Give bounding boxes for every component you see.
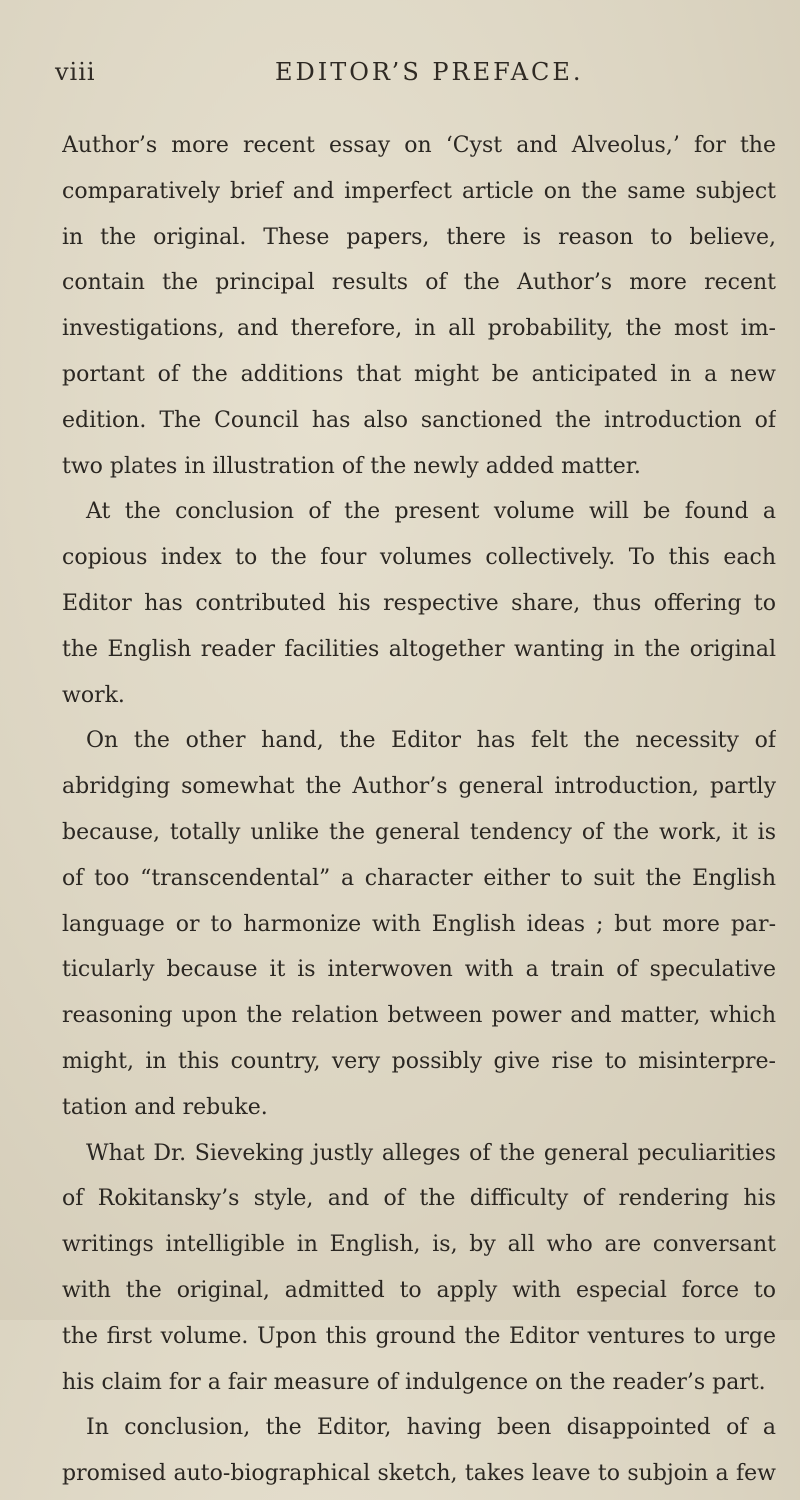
text-line: two plates in illustration of the newly added matter.	[62, 453, 641, 479]
text-line: investigations, and therefore, in all probability, the most im-	[62, 316, 776, 342]
text-line: contain the principal results of the Author’s more recent	[62, 270, 776, 296]
text-line: reasoning upon the relation between power and matter, which	[62, 1003, 776, 1029]
text-line: Author’s more recent essay on ‘Cyst and Alveolus,’ for the	[62, 133, 776, 158]
text-line: edition. The Council has also sanctioned the introduction of	[62, 407, 776, 433]
text-line: of Rokitansky’s style, and of the difficulty of rendering his	[62, 1186, 776, 1212]
text-line: tation and rebuke.	[62, 1094, 268, 1120]
text-line: his claim for a fair measure of indulgence on the reader’s part.	[62, 1369, 766, 1395]
text-line: with the original, admitted to apply with especial force to	[62, 1277, 776, 1303]
text-line: At the conclusion of the present volume will be found a	[86, 499, 776, 525]
text-line: the first volume. Upon this ground the Editor ventures to urge	[62, 1323, 776, 1349]
body-text	[62, 126, 776, 1500]
text-line: abridging somewhat the Author’s general introduction, partly	[62, 774, 776, 800]
text-line: What Dr. Sieveking justly alleges of the general peculiarities	[86, 1140, 776, 1166]
text-line: copious index to the four volumes collectively. To this each	[62, 545, 776, 571]
text-line: might, in this country, very possibly give rise to misinterpre-	[62, 1048, 776, 1074]
text-line: portant of the additions that might be anticipated in a new	[62, 361, 776, 387]
text-line: in the original. These papers, there is reason to believe,	[62, 224, 776, 250]
running-title: EDITOR’S PREFACE.	[275, 58, 584, 86]
text-line: because, totally unlike the general tendency of the work, it is	[62, 819, 776, 845]
text-line: ticularly because it is interwoven with a train of speculative	[62, 957, 776, 983]
text-line: Editor has contributed his respective share, thus offering to	[62, 590, 776, 616]
running-head	[55, 58, 775, 98]
text-line: In conclusion, the Editor, having been disappointed of a	[86, 1415, 776, 1441]
text-line: On the other hand, the Editor has felt the necessity of	[86, 728, 776, 754]
text-line: comparatively brief and imperfect article on the same subject	[62, 178, 776, 204]
text-line: language or to harmonize with English ideas ; but more par-	[62, 911, 776, 937]
page-number: viii	[55, 58, 96, 86]
text-line: writings intelligible in English, is, by all who are conversant	[62, 1232, 776, 1258]
text-line: the English reader facilities altogether wanting in the original	[62, 636, 776, 662]
text-line: of too “transcendental” a character either to suit the English	[62, 865, 776, 891]
text-line: work.	[62, 682, 125, 708]
text-line: promised auto-biographical sketch, takes leave to subjoin a few	[62, 1461, 776, 1487]
